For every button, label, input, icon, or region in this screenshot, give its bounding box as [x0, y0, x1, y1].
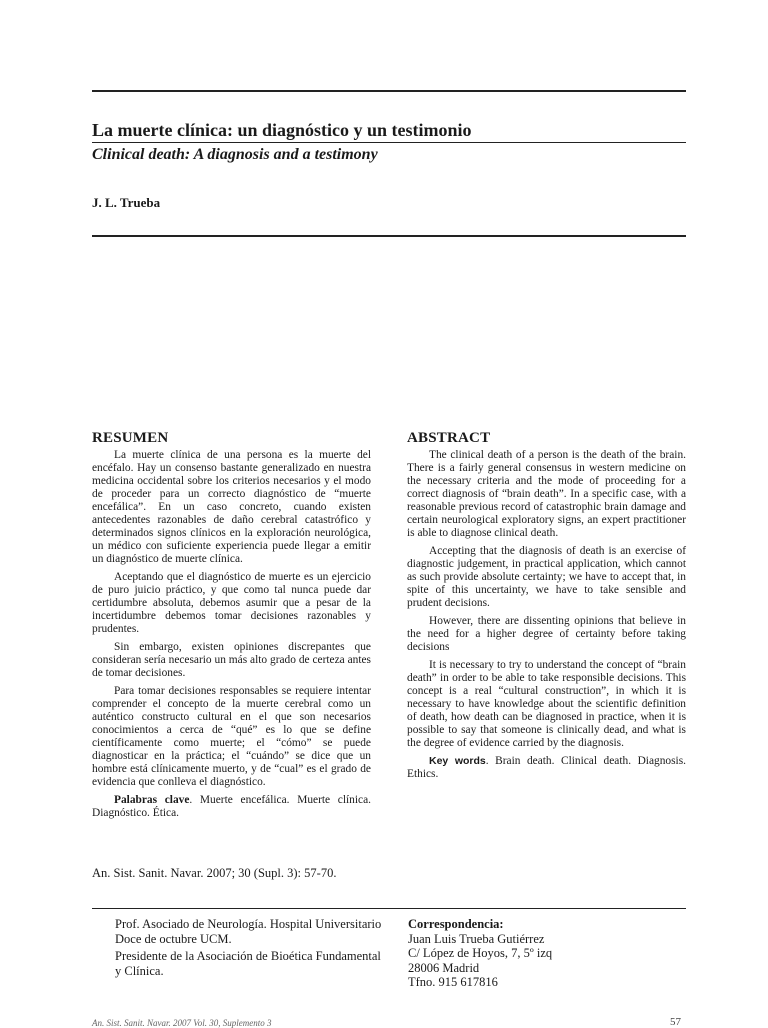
abstract-column — [407, 432, 686, 786]
top-rule — [92, 90, 686, 92]
article-title: La muerte clínica: un diagnóstico y un testimonio — [92, 120, 472, 140]
abstract-paragraph: It is necessary to try to understand the concept of “brain death” in order to be able to take responsible decisions. This concept is a real “cultural construction”, in which it is necessary to have knowledge about the scientific definition of death, how death can be diagnosed in practice, when it is possible to say that someone is clinically dead, and what is the degree of evidence carried by the diagnosis. — [407, 659, 686, 749]
footnote-rule — [92, 908, 686, 909]
correspondence-heading: Correspondencia: — [408, 917, 504, 931]
abstract-keywords-text: . Brain death. Clinical death. Diagnosis. Ethics. — [407, 755, 686, 780]
running-footer: An. Sist. Sanit. Navar. 2007 Vol. 30, Suplemento 3 — [92, 1018, 272, 1028]
resumen-paragraph: Para tomar decisiones responsables se requiere intentar comprender el concepto de la muerte cerebral como un auténtico constructo cultural en el que son necesarios conocimientos a cerca de “qué” es lo que se define científicamente como muerte; el “cómo” se puede diagnosticar en la práctica; el “cuándo” se dice que un hombre está clínicamente muerto, y de “cual” es el grado de evidencia que conlleva el diagnóstico. — [92, 685, 371, 788]
abstract-paragraph: However, there are dissenting opinions that believe in the need for a higher degree of certainty before taking decisions — [407, 615, 686, 653]
abstract-keywords — [407, 755, 686, 781]
citation: An. Sist. Sanit. Navar. 2007; 30 (Supl. 3): 57-70. — [92, 866, 337, 880]
resumen-paragraph: La muerte clínica de una persona es la muerte del encéfalo. Hay un consenso bastante generalizado en nuestra medicina occidental sobre los criterios necesarios y el modo de proceder para un correcto diagnóstico de “muerte encefálica”. En un caso concreto, cuando existen antecedentes razonables de daño cerebral catastrófico y determinados signos clínicos en la exploración neurológica, un médico con suficiente experiencia puede llegar a emitir un diagnóstico de muerte clínica. — [92, 449, 371, 565]
author: J. L. Trueba — [92, 195, 161, 210]
abstract-keywords-label: Key words — [429, 755, 486, 767]
header-bottom-rule — [92, 235, 686, 237]
page-number: 57 — [670, 1016, 681, 1028]
resumen-keywords-text: . Muerte encefálica. Muerte clínica. Diagnóstico. Ética. — [92, 794, 371, 819]
affiliation-line: Prof. Asociado de Neurología. Hospital Universitario Doce de octubre UCM. — [115, 917, 382, 946]
resumen-paragraph: Aceptando que el diagnóstico de muerte es un ejercicio de puro juicio práctico, y que como tal nunca puede dar certidumbre absoluta, debemos asumir que a pesar de la incertidumbre debemos tomar decisiones razonables y prudentes. — [92, 571, 371, 635]
correspondence-line: C/ López de Hoyos, 7, 5º izq — [408, 946, 553, 960]
correspondence-line: Juan Luis Trueba Gutiérrez — [408, 931, 545, 946]
resumen-keywords-label: Palabras clave — [114, 794, 190, 806]
abstract-heading: ABSTRACT — [407, 430, 491, 446]
affiliation-line: Presidente de la Asociación de Bioética Fundamental y Clínica. — [115, 949, 381, 978]
resumen-paragraph: Sin embargo, existen opiniones discrepantes que consideran sería necesario un más alto grado de certeza antes de tomar decisiones. — [92, 641, 371, 679]
resumen-column — [92, 432, 371, 825]
correspondence-line: Tfno. 915 617816 — [408, 975, 498, 989]
correspondence-line: 28006 Madrid — [408, 960, 480, 975]
resumen-keywords — [92, 794, 371, 820]
article-subtitle: Clinical death: A diagnosis and a testimony — [92, 146, 378, 163]
affiliations — [115, 917, 385, 981]
abstract-paragraph: The clinical death of a person is the death of the brain. There is a fairly general consensus in western medicine on the necessary criteria and the mode of proceeding for a correct diagnosis of “brain death”. In a specific case, with a reasonable previous record of catastrophic brain damage and certain neurological exploratory signs, an expert practitioner is able to diagnose clinical death. — [407, 449, 686, 539]
correspondence — [408, 917, 688, 990]
abstract-paragraph: Accepting that the diagnosis of death is an exercise of diagnostic judgement, in practical application, which cannot as such provide absolute certainty; we have to accept that, in spite of this uncertainty, we have to take sensible and prudent decisions. — [407, 545, 686, 609]
title-rule — [92, 142, 686, 143]
resumen-heading: RESUMEN — [92, 430, 169, 446]
